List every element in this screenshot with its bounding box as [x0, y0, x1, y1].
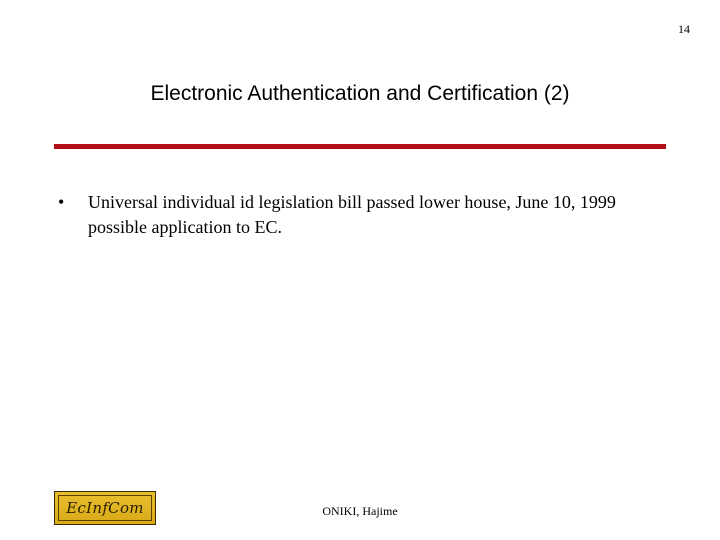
page-number: 14 [678, 22, 690, 36]
bullet-marker: • [58, 192, 65, 212]
title-divider [54, 144, 666, 149]
bullet-list [56, 190, 656, 240]
footer-author: ONIKI, Hajime [322, 504, 398, 518]
bullet-item [56, 190, 656, 240]
bullet-text: Universal individual id legislation bill passed lower house, June 10, 1999 possible application to EC. [88, 192, 616, 237]
logo-text: EcInfCom [66, 499, 144, 517]
slide-title: Electronic Authentication and Certification (2) [150, 82, 570, 105]
